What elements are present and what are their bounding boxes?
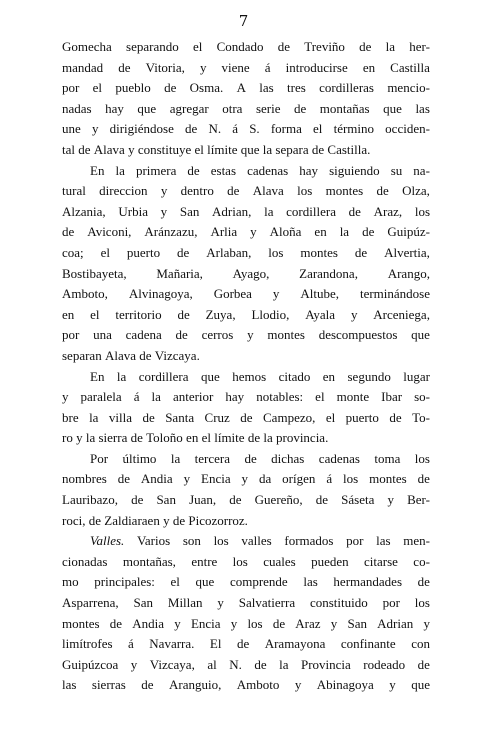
text-line: En la primera de estas cadenas hay siguiendo su na- (90, 162, 430, 178)
section-heading: Valles. (90, 533, 125, 549)
paragraph (62, 37, 430, 161)
text-line: mandad de Vitoria, y viene á introducirse en Castilla (62, 59, 430, 75)
text-line: Valles. Varios son los valles formados por las men- (62, 531, 430, 552)
paragraph (62, 367, 430, 449)
text-line: por el pueblo de Osma. A las tres cordilleras mencio- (62, 80, 430, 96)
text-line: Por último la tercera de dichas cadenas toma los (90, 450, 430, 466)
text-line: tal de Alava y constituye el límite que la separa de Castilla. (62, 141, 371, 157)
page-number: 7 (238, 12, 249, 30)
text-line: coa; el puerto de Arlaban, los montes de Alvertia, (62, 244, 430, 260)
text-line: ro y la sierra de Toloño en el límite de la provincia. (62, 430, 329, 446)
text-line: en el territorio de Zuya, Llodio, Ayala y Arceniega, (62, 306, 430, 322)
text-line: Asparrena, San Millan y Salvatierra constituido por los (62, 595, 430, 611)
text-line: de Aviconi, Aránzazu, Arlia y Aloña en la de Guipúz- (62, 224, 430, 240)
text-line: Gomecha separando el Condado de Treviño de la her- (62, 39, 430, 54)
text-line: nombres de Andia y Encia y da orígen á los montes de (62, 471, 430, 487)
text-line: cionadas montañas, entre los cuales pueden citarse co- (62, 553, 430, 569)
text-line: Amboto, Alvinagoya, Gorbea y Altube, terminándose (62, 286, 430, 302)
text-line: las sierras de Aranguio, Amboto y Abinagoya y que (62, 677, 430, 693)
text-line: bre la villa de Santa Cruz de Campezo, el puerto de To- (62, 409, 430, 425)
text-line: por una cadena de cerros y montes descompuestos que (62, 327, 430, 343)
body-text (62, 37, 430, 696)
text-line: y paralela á la anterior hay notables: el monte Ibar so- (62, 389, 430, 405)
text-line: une y dirigiéndose de N. á S. forma el término occiden- (62, 121, 430, 137)
text-line: Alzania, Urbia y San Adrian, la cordillera de Araz, los (62, 203, 430, 219)
paragraph (62, 161, 430, 367)
text-line: tural direccion y dentro de Alava los montes de Olza, (62, 183, 430, 199)
text-line: nadas hay que agregar otra serie de montañas que las (62, 100, 430, 116)
paragraph (62, 531, 430, 696)
text-line: Bostibayeta, Mañaria, Ayago, Zarandona, Arango, (62, 265, 430, 281)
paragraph (62, 449, 430, 531)
text-line: montes de Andia y Encia y los de Araz y San Adrian y (62, 615, 430, 631)
text-line: Guipúzcoa y Vizcaya, al N. de la Provincia rodeado de (62, 656, 430, 672)
text-line: limítrofes á Navarra. El de Aramayona confinante con (62, 636, 430, 652)
text-line: separan Alava de Vizcaya. (62, 347, 200, 363)
text-line: roci, de Zaldiaraen y de Picozorroz. (62, 512, 248, 528)
text-line: mo principales: el que comprende las hermandades de (62, 574, 430, 590)
text-line: En la cordillera que hemos citado en segundo lugar (90, 368, 430, 384)
text-line: Lauribazo, de San Juan, de Guereño, de Sáseta y Ber- (62, 492, 430, 508)
